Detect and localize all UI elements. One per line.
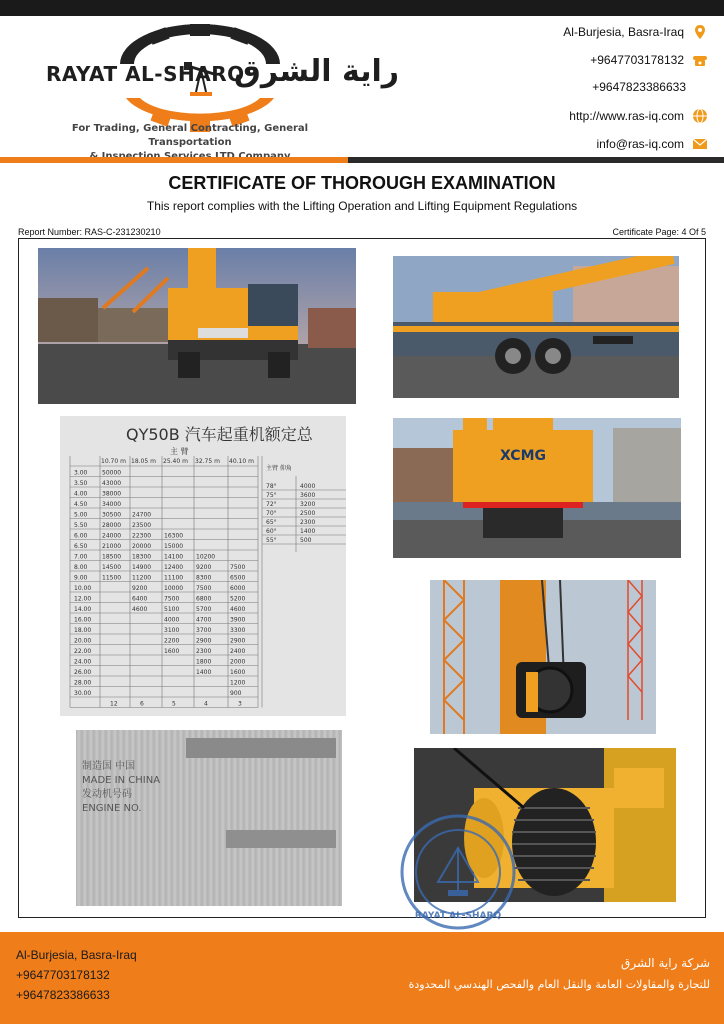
- table-row-label: 22.00: [74, 648, 92, 655]
- table-cell: 18300: [132, 553, 152, 561]
- table-row-label: 4.00: [74, 490, 88, 498]
- footer-address: Al-Burjesia, Basra-Iraq: [16, 948, 137, 962]
- contact-website[interactable]: [569, 108, 708, 124]
- table-cell: 10000: [164, 585, 184, 592]
- angle-row-label: 65°: [266, 519, 277, 526]
- table-cell: 2400: [230, 648, 246, 655]
- phone-icon: [692, 52, 708, 68]
- table-cell: 6: [140, 700, 144, 708]
- table-cell: 4600: [132, 606, 148, 613]
- load-chart-title: QY50B 汽车起重机额定总: [126, 425, 313, 444]
- angle-row-label: 72°: [266, 501, 277, 508]
- table-heading: 主 臂: [170, 447, 189, 456]
- location-pin-icon: [692, 24, 708, 40]
- table-cell: 3900: [230, 616, 246, 624]
- table-row-label: 9.00: [74, 574, 88, 582]
- table-cell: 1800: [196, 658, 212, 666]
- photo-nameplate: [76, 730, 342, 906]
- table-cell: 2200: [164, 637, 180, 645]
- table-cell: 23500: [132, 522, 152, 529]
- photo-truck-rear: [393, 418, 681, 558]
- photo-crane-front: [38, 248, 356, 404]
- envelope-icon: [692, 136, 708, 152]
- table-row-label: 8.00: [74, 564, 88, 571]
- table-row-label: 24.00: [74, 658, 92, 666]
- company-stamp: [398, 812, 518, 932]
- table-cell: 2300: [196, 648, 212, 655]
- angle-cell: 3200: [300, 501, 316, 508]
- nameplate-line-3: 发动机号码: [82, 789, 132, 800]
- nameplate-smudge-1: [186, 738, 336, 758]
- table-cell: 3300: [230, 627, 246, 634]
- angle-cell: 500: [300, 537, 312, 544]
- table-column-header: 25.40 m: [163, 458, 188, 465]
- load-chart-table: [60, 446, 346, 716]
- table-cell: 11100: [164, 574, 184, 582]
- contact-phone-2-text: +9647823386633: [592, 80, 686, 94]
- table-row-label: 6.00: [74, 532, 88, 540]
- table-cell: 1400: [196, 669, 212, 676]
- table-cell: 1200: [230, 679, 246, 687]
- footer-phone-2: +9647823386633: [16, 988, 110, 1002]
- table-cell: 16300: [164, 532, 184, 540]
- table-cell: 1600: [164, 648, 180, 655]
- nameplate-line-4: ENGINE NO.: [82, 803, 142, 814]
- company-name-arabic: راية الشرق: [234, 54, 400, 89]
- table-cell: 4000: [164, 616, 180, 624]
- contact-phone-1-text: +9647703178132: [590, 53, 684, 67]
- angle-cell: 1400: [300, 528, 316, 535]
- table-row-label: 12.00: [74, 595, 92, 603]
- contact-address: [563, 24, 708, 40]
- nameplate-line-1: 制造国 中国: [82, 761, 136, 772]
- contact-phone-1: [590, 52, 708, 68]
- table-row-label: 7.00: [74, 553, 88, 561]
- table-cell: 12: [110, 700, 118, 708]
- table-cell: 4600: [230, 606, 246, 613]
- table-row-label: 30.00: [74, 690, 92, 697]
- footer: [0, 932, 724, 1024]
- footer-arabic-description: للتجارة والمقاولات العامة والنقل العام والفحص الهندسي المحدودة: [408, 978, 710, 991]
- table-cell: 1600: [230, 669, 246, 676]
- angle-row-label: 78°: [266, 483, 277, 490]
- table-cell: 5: [172, 700, 176, 708]
- table-row-label: 10.00: [74, 585, 92, 592]
- top-bar: [0, 0, 724, 16]
- table-row-label: 20.00: [74, 637, 92, 645]
- table-cell: 7500: [230, 564, 246, 571]
- nameplate-smudge-2: [226, 830, 336, 848]
- table-row-label: 16.00: [74, 616, 92, 624]
- table-cell: 5200: [230, 595, 246, 603]
- table-column-header: 10.70 m: [101, 458, 126, 465]
- table-column-header: 40.10 m: [229, 458, 254, 465]
- angle-table-header: 主臂 仰角: [266, 465, 292, 472]
- table-cell: 7500: [196, 585, 212, 592]
- angle-row-label: 60°: [266, 528, 277, 535]
- footer-arabic-company: شركة راية الشرق: [621, 956, 710, 970]
- table-cell: 4700: [196, 616, 212, 624]
- photo-load-chart: [60, 416, 346, 716]
- truck-brand-text: XCMG: [500, 448, 546, 464]
- table-row-label: 18.00: [74, 627, 92, 634]
- table-row-label: 3.50: [74, 480, 88, 487]
- report-number: Report Number: RAS-C-231230210: [18, 227, 161, 237]
- angle-cell: 3600: [300, 492, 316, 499]
- table-cell: 24700: [132, 511, 152, 519]
- table-cell: 11200: [132, 574, 152, 582]
- contact-address-text: Al-Burjesia, Basra-Iraq: [563, 25, 684, 39]
- table-cell: 43000: [102, 480, 122, 487]
- angle-row-label: 70°: [266, 510, 277, 517]
- angle-cell: 2300: [300, 519, 316, 526]
- globe-icon: [692, 108, 708, 124]
- table-cell: 3100: [164, 627, 180, 634]
- header-divider-dark: [348, 157, 724, 163]
- table-cell: 30500: [102, 511, 122, 519]
- table-cell: 9200: [132, 585, 148, 592]
- certificate-subtitle: This report complies with the Lifting Operation and Lifting Equipment Regulations: [146, 199, 578, 213]
- table-cell: 6500: [230, 574, 246, 582]
- table-column-header: 32.75 m: [195, 458, 220, 465]
- table-cell: 50000: [102, 469, 122, 477]
- angle-cell: 4000: [300, 483, 316, 490]
- footer-phone-1: +9647703178132: [16, 968, 110, 982]
- table-cell: 38000: [102, 490, 122, 498]
- table-cell: 5700: [196, 606, 212, 613]
- table-cell: 4: [204, 700, 208, 708]
- table-cell: 14100: [164, 553, 184, 561]
- table-cell: 14900: [132, 564, 152, 571]
- table-cell: 7500: [164, 595, 180, 603]
- table-cell: 6400: [132, 595, 148, 603]
- table-cell: 2900: [196, 637, 212, 645]
- nameplate-text: [82, 760, 160, 816]
- table-cell: 2900: [230, 637, 246, 645]
- company-name: RAYAT AL-SHARQ: [46, 62, 245, 86]
- table-row-label: 4.50: [74, 501, 88, 508]
- table-cell: 34000: [102, 501, 122, 508]
- table-row-label: 14.00: [74, 606, 92, 613]
- angle-row-label: 75°: [266, 492, 277, 499]
- table-row-label: 5.00: [74, 511, 88, 519]
- table-row-label: 28.00: [74, 679, 92, 687]
- table-cell: 3: [238, 700, 242, 708]
- table-cell: 2000: [230, 658, 246, 666]
- angle-row-label: 55°: [266, 537, 277, 544]
- table-cell: 10200: [196, 553, 216, 561]
- table-cell: 11500: [102, 574, 122, 582]
- table-column-header: 18.05 m: [131, 458, 156, 465]
- table-cell: 20000: [132, 543, 152, 550]
- certificate-title: CERTIFICATE OF THOROUGH EXAMINATION: [168, 173, 556, 193]
- table-cell: 28000: [102, 522, 122, 529]
- table-cell: 22300: [132, 532, 152, 540]
- header-divider-orange: [0, 157, 348, 163]
- photo-crane-side: [393, 256, 679, 398]
- table-row-label: 3.00: [74, 469, 88, 477]
- table-cell: 21000: [102, 543, 122, 550]
- contact-email[interactable]: [596, 136, 708, 152]
- contact-phone-2: [592, 80, 686, 94]
- nameplate-line-2: MADE IN CHINA: [82, 775, 161, 786]
- table-cell: 14500: [102, 564, 122, 571]
- table-cell: 3700: [196, 627, 212, 634]
- table-cell: 12400: [164, 564, 184, 571]
- tagline-line-1: For Trading, General Contracting, General Transportation: [71, 123, 309, 148]
- table-row-label: 6.50: [74, 543, 88, 550]
- table-row-label: 26.00: [74, 669, 92, 676]
- contact-email-text[interactable]: info@ras-iq.com: [596, 137, 684, 151]
- stamp-text: RAYAT AL-SHARQ: [414, 911, 502, 921]
- table-cell: 6800: [196, 595, 212, 603]
- angle-cell: 2500: [300, 510, 316, 517]
- table-cell: 8300: [196, 574, 212, 582]
- table-cell: 5100: [164, 606, 180, 613]
- table-cell: 6000: [230, 585, 246, 592]
- table-row-label: 5.50: [74, 522, 88, 529]
- contact-website-text[interactable]: http://www.ras-iq.com: [569, 109, 684, 123]
- table-cell: 24000: [102, 532, 122, 540]
- photo-crane-boom-hook: [430, 580, 656, 734]
- table-cell: 900: [230, 690, 242, 697]
- table-cell: 18500: [102, 553, 122, 561]
- table-cell: 15000: [164, 543, 184, 550]
- table-cell: 9200: [196, 564, 212, 571]
- certificate-page-number: Certificate Page: 4 Of 5: [612, 227, 706, 237]
